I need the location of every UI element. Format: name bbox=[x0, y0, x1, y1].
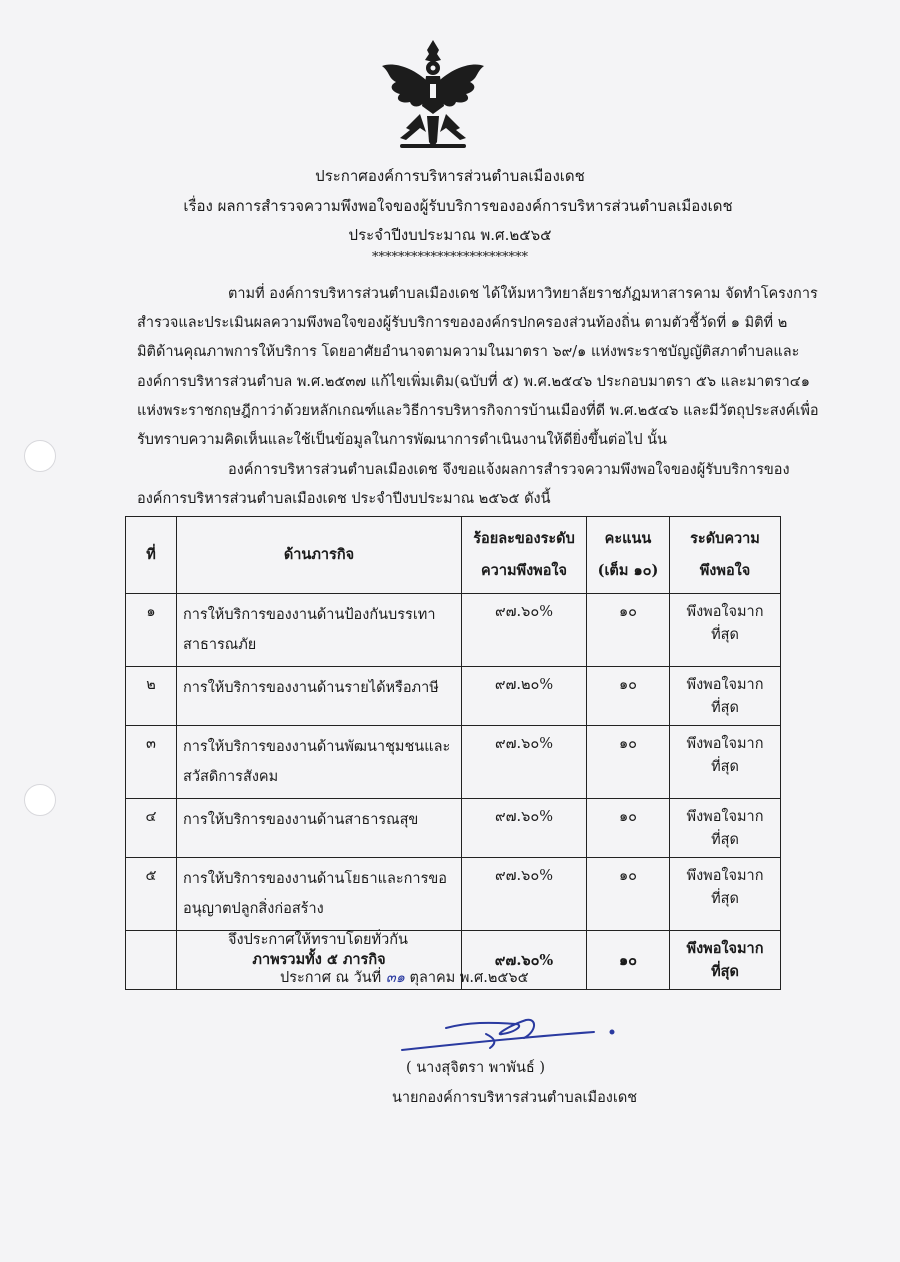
row-percent: ๙๗.๖๐% bbox=[462, 799, 587, 858]
paragraph-1-line: องค์การบริหารส่วนตำบล พ.ศ.๒๕๓๗ แก้ไขเพิ่มเติม(ฉบับที่ ๕) พ.ศ.๒๕๔๖ ประกอบมาตรา ๕๖ และมาตรา๔๑ bbox=[137, 374, 810, 390]
signer-name: ( นางสุจิตรา พาพันธ์ ) bbox=[406, 1060, 545, 1076]
row-score: ๑๐ bbox=[587, 726, 670, 799]
total-level: พึงพอใจมากที่สุด bbox=[670, 931, 781, 990]
row-no: ๔ bbox=[126, 799, 177, 858]
row-percent: ๙๗.๒๐% bbox=[462, 667, 587, 726]
paragraph-1-line: รับทราบความคิดเห็นและใช้เป็นข้อมูลในการพัฒนาการดำเนินงานให้ดียิ่งขึ้นต่อไป นั้น bbox=[137, 432, 667, 448]
total-score: ๑๐ bbox=[587, 931, 670, 990]
row-mission-line: การให้บริการของงานด้านพัฒนาชุมชนและ bbox=[183, 739, 451, 755]
row-score: ๑๐ bbox=[587, 667, 670, 726]
header-level bbox=[670, 517, 781, 594]
paragraph-2-line: องค์การบริหารส่วนตำบลเมืองเดช จึงขอแจ้งผลการสำรวจความพึงพอใจของผู้รับบริการของ bbox=[228, 462, 790, 478]
row-score: ๑๐ bbox=[587, 799, 670, 858]
header-level-line-2: พึงพอใจ bbox=[699, 562, 751, 579]
row-level: พึงพอใจมากที่สุด bbox=[670, 858, 781, 931]
header-score-line-2: (เต็ม ๑๐) bbox=[597, 562, 659, 579]
row-mission-line: การให้บริการของงานด้านสาธารณสุข bbox=[183, 812, 419, 828]
closing-notice: จึงประกาศให้ทราบโดยทั่วกัน bbox=[228, 932, 408, 948]
row-no: ๑ bbox=[126, 594, 177, 667]
header-no: ที่ bbox=[126, 517, 177, 594]
date-day: ๓๑ bbox=[385, 970, 405, 986]
paragraph-1-line: มิติด้านคุณภาพการให้บริการ โดยอาศัยอำนาจตามความในมาตรา ๖๙/๑ แห่งพระราชบัญญัติสภาตำบลและ bbox=[137, 344, 800, 360]
row-level: พึงพอใจมากที่สุด bbox=[670, 799, 781, 858]
row-level: พึงพอใจมากที่สุด bbox=[670, 667, 781, 726]
table-header-row bbox=[126, 517, 781, 594]
punch-hole bbox=[24, 440, 56, 472]
row-mission-line: สาธารณภัย bbox=[183, 637, 257, 653]
divider-stars: ************************ bbox=[372, 250, 528, 265]
total-label: ภาพรวมทั้ง ๕ ภารกิจ bbox=[177, 931, 462, 990]
row-percent: ๙๗.๖๐% bbox=[462, 594, 587, 667]
row-mission-line: การให้บริการของงานด้านรายได้หรือภาษี bbox=[183, 680, 439, 696]
handwritten-signature bbox=[398, 1010, 618, 1060]
announcement-date bbox=[280, 968, 529, 988]
subject-line: เรื่อง ผลการสำรวจความพึงพอใจของผู้รับบริการขององค์การบริหารส่วนตำบลเมืองเดช bbox=[183, 197, 733, 215]
header-score-line-1: คะแนน bbox=[604, 530, 652, 547]
punch-hole bbox=[24, 784, 56, 816]
satisfaction-table bbox=[125, 516, 781, 990]
garuda-emblem-icon bbox=[380, 36, 486, 152]
table-row bbox=[126, 726, 781, 799]
paragraph-1-line: สำรวจและประเมินผลความพึงพอใจของผู้รับบริการขององค์กรปกครองส่วนท้องถิ่น ตามตัวชี้วัดที่ ๑ มิติที่ ๒ bbox=[137, 315, 788, 331]
row-no: ๒ bbox=[126, 667, 177, 726]
fiscal-year-line: ประจำปีงบประมาณ พ.ศ.๒๕๖๕ bbox=[348, 226, 552, 244]
row-percent: ๙๗.๖๐% bbox=[462, 726, 587, 799]
row-mission bbox=[177, 858, 462, 931]
header-mission: ด้านภารกิจ bbox=[177, 517, 462, 594]
row-mission bbox=[177, 667, 462, 726]
signer-title: นายกองค์การบริหารส่วนตำบลเมืองเดช bbox=[392, 1090, 638, 1106]
paragraph-1-line: แห่งพระราชกฤษฎีกาว่าด้วยหลักเกณฑ์และวิธีการบริหารกิจการบ้านเมืองที่ดี พ.ศ.๒๕๔๖ และมีวัตถุประสงค์เพื่อ bbox=[137, 403, 819, 419]
total-no bbox=[126, 931, 177, 990]
row-score: ๑๐ bbox=[587, 594, 670, 667]
table-row bbox=[126, 799, 781, 858]
row-mission-line: การให้บริการของงานด้านโยธาและการขอ bbox=[183, 871, 447, 887]
row-score: ๑๐ bbox=[587, 858, 670, 931]
row-mission bbox=[177, 726, 462, 799]
row-mission-line: สวัสดิการสังคม bbox=[183, 769, 279, 785]
table-row bbox=[126, 667, 781, 726]
row-level: พึงพอใจมากที่สุด bbox=[670, 726, 781, 799]
date-prefix: ประกาศ ณ วันที่ bbox=[280, 970, 382, 986]
row-level: พึงพอใจมากที่สุด bbox=[670, 594, 781, 667]
table-row bbox=[126, 858, 781, 931]
date-suffix: ตุลาคม พ.ศ.๒๕๖๕ bbox=[409, 970, 529, 986]
paragraph-1-line: ตามที่ องค์การบริหารส่วนตำบลเมืองเดช ได้ให้มหาวิทยาลัยราชภัฏมหาสารคาม จัดทำโครงการ bbox=[228, 286, 818, 302]
header-score bbox=[587, 517, 670, 594]
table-row bbox=[126, 594, 781, 667]
row-mission-line: การให้บริการของงานด้านป้องกันบรรเทา bbox=[183, 607, 436, 623]
row-no: ๓ bbox=[126, 726, 177, 799]
header-percent-line-1: ร้อยละของระดับ bbox=[473, 530, 575, 547]
row-no: ๕ bbox=[126, 858, 177, 931]
header-level-line-1: ระดับความ bbox=[690, 530, 760, 547]
paragraph-2-line: องค์การบริหารส่วนตำบลเมืองเดช ประจำปีงบประมาณ ๒๕๖๕ ดังนี้ bbox=[137, 491, 551, 507]
row-mission bbox=[177, 799, 462, 858]
header-percent-line-2: ความพึงพอใจ bbox=[480, 562, 568, 579]
row-mission bbox=[177, 594, 462, 667]
total-percent: ๙๗.๖๐% bbox=[462, 931, 587, 990]
row-percent: ๙๗.๖๐% bbox=[462, 858, 587, 931]
announcement-title: ประกาศองค์การบริหารส่วนตำบลเมืองเดช bbox=[315, 167, 585, 185]
row-mission-line: อนุญาตปลูกสิ่งก่อสร้าง bbox=[183, 901, 324, 917]
header-percent bbox=[462, 517, 587, 594]
